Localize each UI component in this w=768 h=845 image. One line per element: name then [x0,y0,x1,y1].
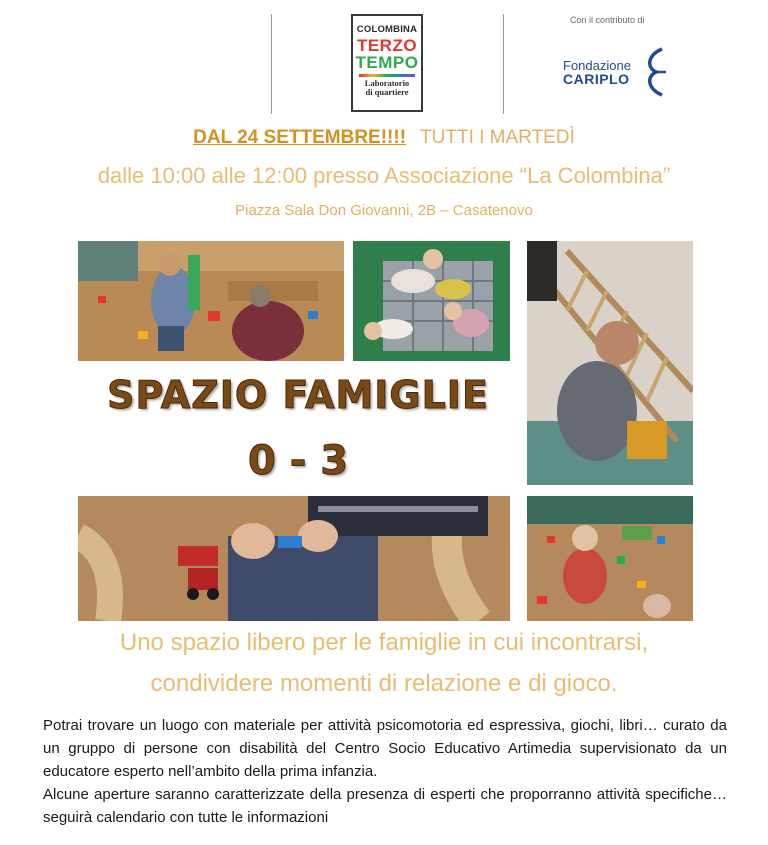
address-text: Piazza Sala Don Giovanni, 2B – Casatenovo [235,202,533,219]
day-text: TUTTI I MARTEDÌ [420,127,575,148]
photo-child-climbing-frame [527,241,693,485]
divider-right [503,14,504,114]
photo-child-building-blocks [527,496,693,621]
logo-color-rule [359,74,415,77]
description-paragraph-2: Alcune aperture saranno caratterizzate della presenza di esperti che proporranno attività specifiche… seguirà calendario con tutte le informazioni [43,786,727,826]
contributo-label: Con il contributo di [570,15,645,25]
slogan-line-2: condividere momenti di relazione e di gioco. [150,670,618,697]
photo-child-toy-trains [78,496,510,621]
slogan-line-1: Uno spazio libero per le famiglie in cui incontrarsi, [119,629,649,656]
colombina-terzo-tempo-logo [351,14,423,112]
logo-tempo-text: TEMPO [355,53,419,72]
description-body [43,714,727,829]
description-paragraph-1: Potrai trovare un luogo con materiale per attività psicomotoria ed espressiva, giochi, libri… curato da un gruppo di persone con disabilità del Centro Socio Educativo Artimedia supervisionato da un educatore esperto nell’ambito della prima infanzia. [43,717,727,780]
fondazione-label: Fondazione [563,58,631,73]
fondazione-cariplo-mark-icon [642,47,668,97]
divider-left [271,14,272,114]
start-date-text: DAL 24 SETTEMBRE!!!! [193,127,407,148]
photo-babies-on-mat [353,241,510,361]
title-spazio-famiglie: SPAZIO FAMIGLIE [107,373,489,417]
time-place-text: dalle 10:00 alle 12:00 presso Associazione “La Colombina” [97,163,671,188]
event-date-line [0,127,768,149]
cariplo-label: CARIPLO [563,71,630,87]
title-age-range: 0 - 3 [247,438,349,484]
logo-laboratorio-text: Laboratorio [364,78,410,88]
photo-children-playing-floor [78,241,344,361]
logo-colombina-text: COLOMBINA [356,24,418,35]
logo-terzo-text: TERZO [356,36,418,55]
logo-quartiere-text: di quartiere [365,87,409,97]
